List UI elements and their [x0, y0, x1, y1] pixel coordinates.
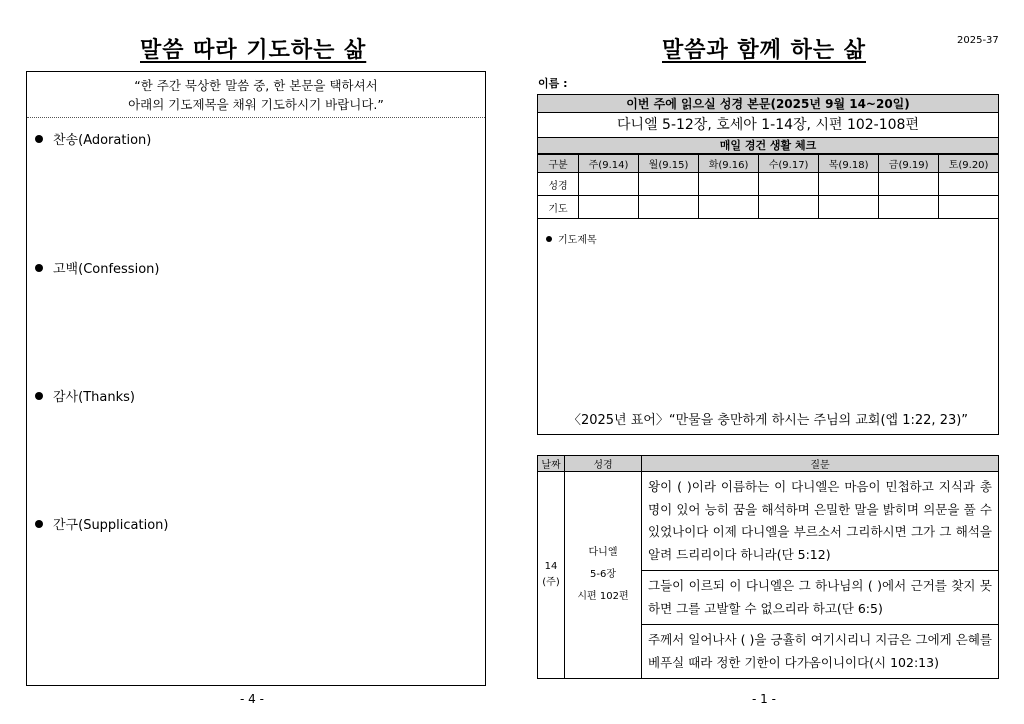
check-cell [939, 173, 998, 196]
check-cell [639, 173, 699, 196]
check-cell [699, 173, 759, 196]
question-3: 주께서 일어나사 ( )을 긍휼히 여기시리니 지금은 그에게 은혜를 베푸실 때라 정한 기한이 다가옴이니이다(시 102:13) [642, 625, 999, 679]
bullet-icon [35, 264, 43, 272]
section-label: 감사(Thanks) [53, 390, 135, 405]
qa-date-cell [538, 472, 565, 679]
left-page-number: - 4 - [240, 692, 264, 706]
section-label: 고백(Confession) [53, 262, 160, 277]
right-page-number: - 1 - [752, 692, 776, 706]
prayer-topic-label: 기도제목 [558, 235, 597, 246]
check-cell [939, 196, 998, 219]
check-cell [579, 196, 639, 219]
qa-bible-chapters: 5-6장 [590, 569, 616, 580]
section-confession [35, 258, 159, 277]
check-header-cell: 주(9.14) [579, 155, 639, 173]
weekly-reading-title: 이번 주에 읽으실 성경 본문(2025년 9월 14~20일) [538, 95, 998, 113]
question-1: 왕이 ( )이라 이름하는 이 다니엘은 마음이 민첩하고 지식과 총명이 있어 능히 꿈을 해석하며 은밀한 말을 밝히며 의문을 풀 수 있었나이다 이제 다니엘을 부르소서 그리하시면 그가 그 해석을 알려 드리리이다 하니라(단 5:12) [642, 472, 999, 571]
year-motto: 〈2025년 표어〉“만물을 충만하게 하시는 주님의 교회(엡 1:22, 23)” [567, 413, 969, 428]
qa-header-date: 날짜 [538, 456, 565, 472]
check-header-cell: 화(9.16) [699, 155, 759, 173]
issue-number: 2025-37 [957, 35, 999, 46]
qa-bible-book: 다니엘 [588, 547, 618, 558]
check-row-label: 기도 [538, 196, 579, 219]
qa-header-bible: 성경 [565, 456, 642, 472]
qa-row [538, 472, 999, 571]
section-supplication [35, 514, 169, 533]
weekly-reading-panel [537, 94, 999, 435]
check-cell [819, 196, 879, 219]
check-header-cell: 월(9.15) [639, 155, 699, 173]
bullet-icon [35, 520, 43, 528]
question-2: 그들이 이르되 이 다니엘은 그 하나님의 ( )에서 근거를 찾지 못하면 그를 고발할 수 없으리라 하고(단 6:5) [642, 571, 999, 625]
check-header-row [538, 155, 998, 173]
bullet-icon [35, 392, 43, 400]
qa-date: 14 [544, 561, 558, 572]
check-header-cell: 수(9.17) [759, 155, 819, 173]
instruction-line-2: 아래의 기도제목을 채워 기도하시기 바랍니다.” [128, 97, 384, 112]
left-page-title: 말씀 따라 기도하는 삶 [140, 38, 367, 63]
check-cell [879, 173, 939, 196]
section-label: 간구(Supplication) [53, 518, 169, 533]
section-label: 찬송(Adoration) [53, 133, 152, 148]
bullet-icon [35, 135, 43, 143]
prayer-panel [26, 71, 486, 686]
check-header-cell: 금(9.19) [879, 155, 939, 173]
qa-header-question: 질문 [642, 456, 999, 472]
check-cell [819, 173, 879, 196]
check-header-cell: 목(9.18) [819, 155, 879, 173]
name-label: 이름 : [538, 77, 568, 90]
section-adoration [35, 129, 151, 148]
prayer-instruction [27, 72, 485, 118]
check-cell [579, 173, 639, 196]
bullet-icon [546, 236, 552, 242]
check-cell [759, 196, 819, 219]
check-cell [699, 196, 759, 219]
check-header-cell: 구분 [538, 155, 579, 173]
check-row-prayer [538, 196, 998, 219]
check-cell [759, 173, 819, 196]
instruction-line-1: “한 주간 묵상한 말씀 중, 한 본문을 택하셔서 [134, 78, 378, 93]
qa-header-row [538, 456, 999, 472]
daily-check-table [538, 154, 998, 219]
check-header-cell: 토(9.20) [939, 155, 998, 173]
weekly-reading-text: 다니엘 5-12장, 호세아 1-14장, 시편 102-108편 [538, 113, 998, 138]
section-thanks [35, 386, 135, 405]
bible-question-table [537, 455, 999, 679]
check-row-label: 성경 [538, 173, 579, 196]
check-row-bible [538, 173, 998, 196]
check-cell [879, 196, 939, 219]
qa-day: (주) [542, 577, 560, 588]
right-page-title: 말씀과 함께 하는 삶 [662, 38, 866, 63]
check-cell [639, 196, 699, 219]
daily-check-title: 매일 경건 생활 체크 [538, 138, 998, 154]
prayer-topic [546, 231, 597, 246]
qa-bible-cell [565, 472, 642, 679]
qa-bible-psalm: 시편 102편 [577, 591, 629, 602]
